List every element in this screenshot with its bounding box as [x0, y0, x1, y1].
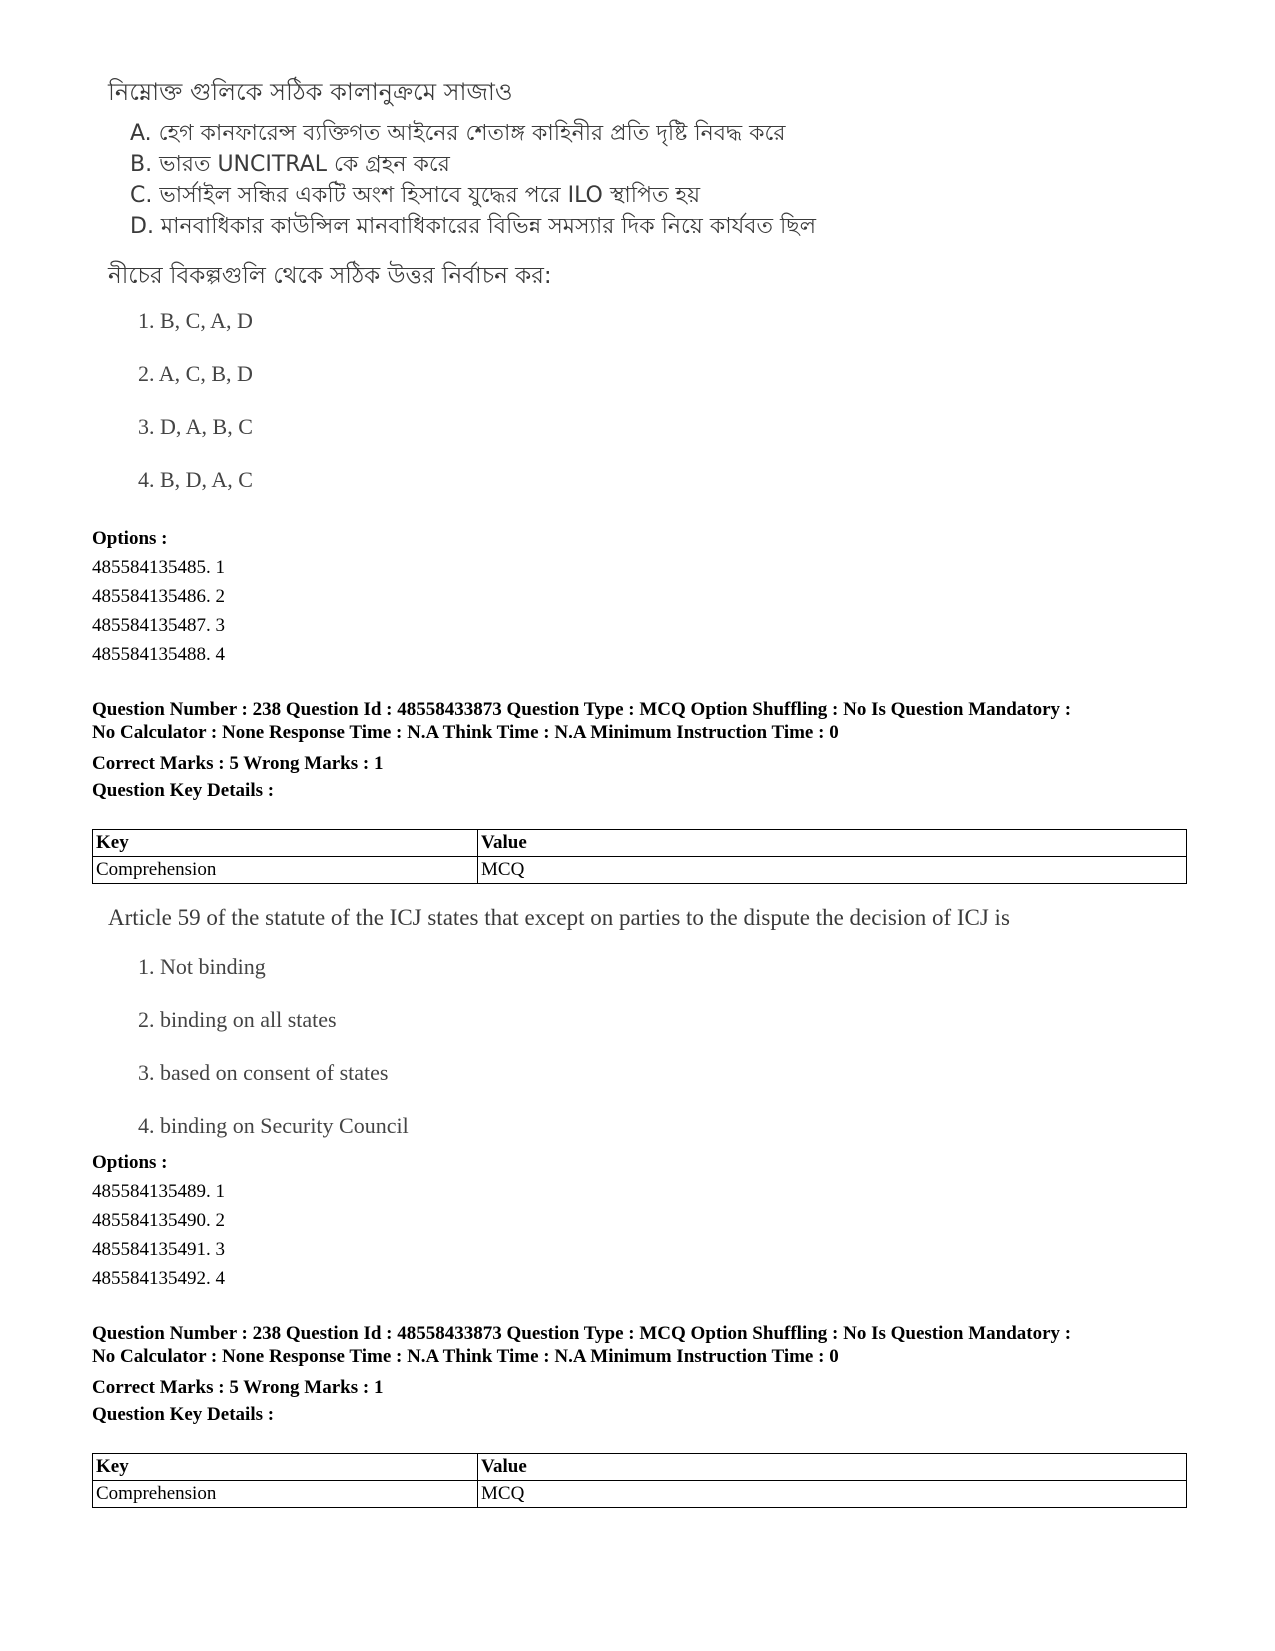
option-row: 485584135487. 3 — [92, 615, 225, 636]
marks-line: Correct Marks : 5 Wrong Marks : 1 — [92, 753, 384, 774]
question-1-options — [92, 524, 225, 669]
meta-line-2: No Calculator : None Response Time : N.A Think Time : N.A Minimum Instruction Time : 0 — [92, 1346, 839, 1367]
value-cell: MCQ — [478, 1481, 1187, 1508]
table-header-row — [93, 1454, 1187, 1481]
choice-1: 1. B, C, A, D — [138, 308, 253, 333]
option-row: 485584135486. 2 — [92, 586, 225, 607]
key-cell: Comprehension — [93, 1481, 478, 1508]
choice-2: 2. A, C, B, D — [138, 361, 253, 386]
meta-line-2: No Calculator : None Response Time : N.A Think Time : N.A Minimum Instruction Time : 0 — [92, 722, 839, 743]
choice-3: 3. D, A, B, C — [138, 414, 253, 439]
value-header: Value — [478, 1454, 1187, 1481]
table-row — [93, 1481, 1187, 1508]
key-details-label: Question Key Details : — [92, 1404, 275, 1425]
option-row: 485584135492. 4 — [92, 1268, 225, 1289]
question-2-choices — [138, 952, 1168, 1164]
question-2-stem: Article 59 of the statute of the ICJ states that except on parties to the dispute the decision of ICJ is — [108, 905, 1010, 930]
table-header-row — [93, 830, 1187, 857]
key-details-label: Question Key Details : — [92, 780, 275, 801]
options-label: Options : — [92, 1152, 168, 1173]
key-header: Key — [93, 1454, 478, 1481]
table-row — [93, 857, 1187, 884]
value-header: Value — [478, 830, 1187, 857]
meta-line-1: Question Number : 238 Question Id : 48558433873 Question Type : MCQ Option Shuffling : No Is Question Mandatory : — [92, 699, 1072, 720]
choice-2: 2. binding on all states — [138, 1007, 337, 1032]
question-meta-1 — [92, 698, 1192, 804]
question-2-image — [108, 902, 1168, 1164]
choice-4: 4. binding on Security Council — [138, 1113, 409, 1138]
statement-a: A. হেগ কানফারেন্স ব্যক্তিগত আইনের শেতাঙ্গ কাহিনীর প্রতি দৃষ্টি নিবদ্ধ করে — [130, 121, 786, 146]
key-cell: Comprehension — [93, 857, 478, 884]
option-row: 485584135490. 2 — [92, 1210, 225, 1231]
option-row: 485584135491. 3 — [92, 1239, 225, 1260]
choice-4: 4. B, D, A, C — [138, 467, 253, 492]
choice-3: 3. based on consent of states — [138, 1060, 389, 1085]
question-1-instruction: নীচের বিকল্পগুলি থেকে সঠিক উত্তর নির্বাচন কর: — [108, 263, 552, 289]
key-details-table — [92, 1453, 1187, 1508]
question-1-stem: নিম্নোক্ত গুলিকে সঠিক কালানুক্রমে সাজাও — [108, 78, 513, 106]
option-row: 485584135485. 1 — [92, 557, 225, 578]
statement-b: B. ভারত UNCITRAL কে গ্রহন করে — [130, 152, 450, 177]
value-cell: MCQ — [478, 857, 1187, 884]
key-header: Key — [93, 830, 478, 857]
option-row: 485584135489. 1 — [92, 1181, 225, 1202]
statement-d: D. মানবাধিকার কাউন্সিল মানবাধিকারের বিভিন্ন সমস্যার দিক নিয়ে কার্যবত ছিল — [130, 214, 817, 239]
question-meta-2 — [92, 1322, 1192, 1428]
question-1-image — [108, 76, 1168, 518]
question-1-statements — [130, 118, 1168, 242]
options-label: Options : — [92, 528, 168, 549]
option-row: 485584135488. 4 — [92, 644, 225, 665]
marks-line: Correct Marks : 5 Wrong Marks : 1 — [92, 1377, 384, 1398]
question-1-choices — [138, 306, 1168, 518]
statement-c: C. ভার্সাইল সন্ধির একটি অংশ হিসাবে যুদ্ধের পরে ILO স্থাপিত হয় — [130, 183, 701, 208]
choice-1: 1. Not binding — [138, 954, 266, 979]
meta-line-1: Question Number : 238 Question Id : 48558433873 Question Type : MCQ Option Shuffling : No Is Question Mandatory : — [92, 1323, 1072, 1344]
key-details-table — [92, 829, 1187, 884]
question-2-options — [92, 1148, 225, 1293]
